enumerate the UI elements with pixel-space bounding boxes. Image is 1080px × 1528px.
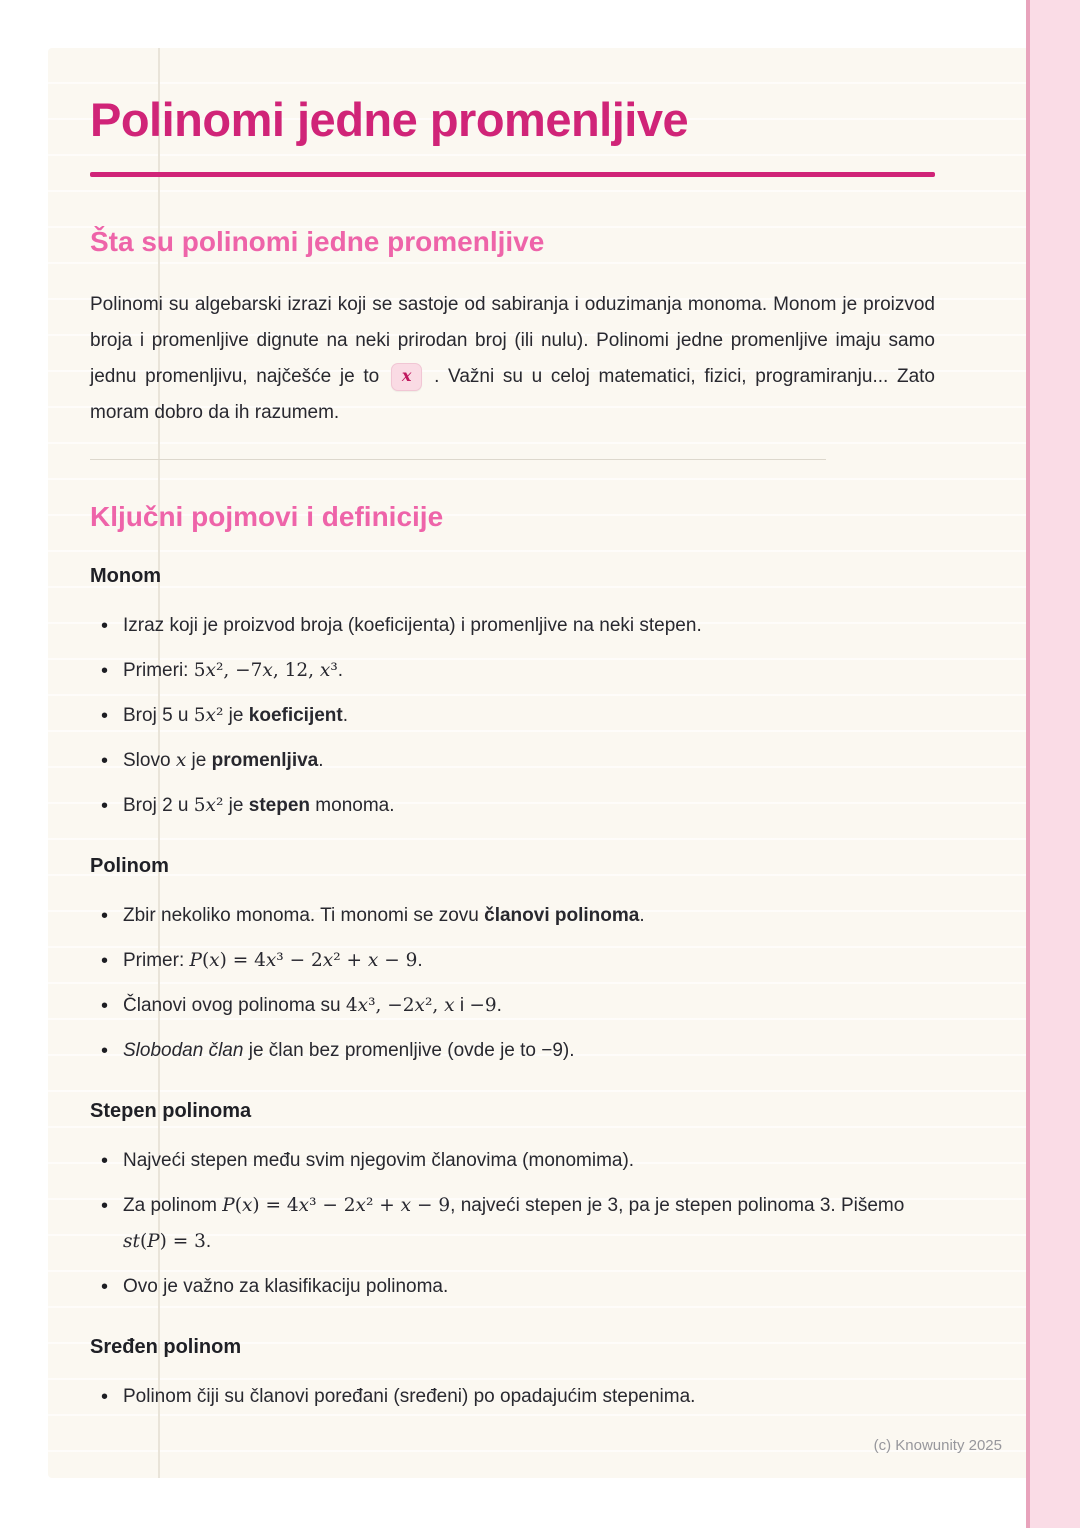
text-segment: i xyxy=(454,995,470,1016)
text-segment: monoma. xyxy=(310,795,395,816)
bullet-item xyxy=(90,1033,935,1069)
subsection-title: Stepen polinoma xyxy=(90,1100,252,1122)
text-segment: . xyxy=(496,995,502,1016)
text-segment: stepen xyxy=(248,795,311,816)
title-underline xyxy=(90,172,935,177)
x-variable-badge: x xyxy=(391,363,423,391)
note-sheet xyxy=(48,48,1032,1478)
text-segment: . xyxy=(639,905,645,926)
text-segment: je xyxy=(223,705,249,726)
note-content xyxy=(48,48,935,1415)
text-segment: Slovo xyxy=(123,750,176,771)
text-segment: koeficijent xyxy=(248,705,343,726)
text-segment: Primer: xyxy=(123,950,190,971)
bullet-item xyxy=(90,898,935,934)
bullet-item xyxy=(90,698,935,734)
math-expression: st(P) = 3 xyxy=(123,1231,206,1252)
bullet-item xyxy=(90,788,935,824)
text-segment: , najveći stepen je 3, pa je stepen polinoma 3. Pišemo xyxy=(450,1195,905,1216)
text-segment: . xyxy=(205,1231,212,1252)
text-segment: . xyxy=(337,660,344,681)
text-segment: promenljiva xyxy=(211,750,319,771)
bullet-item xyxy=(90,943,935,979)
bullet-list xyxy=(90,608,935,824)
bullet-item xyxy=(90,608,935,644)
text-segment: Primeri: xyxy=(123,660,194,681)
section-heading-terms: Ključni pojmovi i definicije xyxy=(90,501,444,532)
text-segment: Članovi ovog polinoma su xyxy=(123,995,346,1016)
page-title: Polinomi jedne promenljive xyxy=(90,93,689,146)
text-segment: Ovo je važno za klasifikaciju polinoma. xyxy=(123,1276,449,1297)
bullet-item xyxy=(90,988,935,1024)
intro-paragraph xyxy=(90,287,935,431)
section-divider xyxy=(90,459,826,460)
text-segment: Slobodan član xyxy=(123,1040,244,1061)
text-segment: Za polinom xyxy=(123,1195,223,1216)
bullet-list xyxy=(90,898,935,1069)
math-expression: 5x², −7x, 12, x³ xyxy=(193,660,338,681)
bullet-item xyxy=(90,653,935,689)
binder-strip xyxy=(1026,0,1080,1528)
subsection-title: Sređen polinom xyxy=(90,1336,242,1358)
math-expression: x xyxy=(175,750,187,771)
text-segment: Broj 2 u xyxy=(123,795,194,816)
copyright-footer: (c) Knowunity 2025 xyxy=(873,1437,1002,1454)
text-segment: . xyxy=(417,950,423,971)
text-segment: . xyxy=(342,705,349,726)
math-expression: 5x² xyxy=(193,795,224,816)
text-segment: je član bez promenljive (ovde je to −9). xyxy=(243,1040,575,1061)
text-segment: je xyxy=(186,750,212,771)
text-segment: . Važni su u celoj matematici, fizici, programiranju... Zato moram dobro da ih razumem. xyxy=(90,366,935,423)
text-segment: Broj 5 u xyxy=(123,705,194,726)
text-segment: . xyxy=(318,750,324,771)
text-segment: Polinomi su algebarski izrazi koji se sastoje od sabiranja i oduzimanja monoma. Monom je proizvod broja i promenljive dignute na neki prirodan broj (ili nulu). Polinomi jedne promenljive imaju samo jednu promenljivu, najčešće je to xyxy=(90,294,935,387)
section-heading-intro: Šta su polinomi jedne promenljive xyxy=(90,226,545,257)
math-expression: 4x³, −2x², x xyxy=(345,995,455,1016)
text-segment: Zbir nekoliko monoma. Ti monomi se zovu xyxy=(123,905,485,926)
bullet-item xyxy=(90,1143,935,1179)
subsection-title: Polinom xyxy=(90,855,169,877)
bullet-item xyxy=(90,1188,935,1260)
math-expression: −9 xyxy=(469,995,497,1016)
text-segment: Izraz koji je proizvod broja (koeficijenta) i promenljive na neki stepen. xyxy=(123,615,702,636)
text-segment: je xyxy=(223,795,249,816)
bullet-item xyxy=(90,1379,935,1415)
math-expression: P(x) = 4x³ − 2x² + x − 9 xyxy=(189,950,418,971)
definitions-list xyxy=(90,562,935,1415)
bullet-list xyxy=(90,1379,935,1415)
bullet-item xyxy=(90,743,935,779)
bullet-item xyxy=(90,1269,935,1305)
subsection-title: Monom xyxy=(90,565,162,587)
math-expression: P(x) = 4x³ − 2x² + x − 9 xyxy=(222,1195,451,1216)
text-segment: Polinom čiji su članovi poređani (sređeni) po opadajućim stepenima. xyxy=(123,1386,696,1407)
text-segment: članovi polinoma xyxy=(484,905,640,926)
text-segment: Najveći stepen među svim njegovim članovima (monomima). xyxy=(123,1150,635,1171)
bullet-list xyxy=(90,1143,935,1305)
math-expression: 5x² xyxy=(193,705,224,726)
